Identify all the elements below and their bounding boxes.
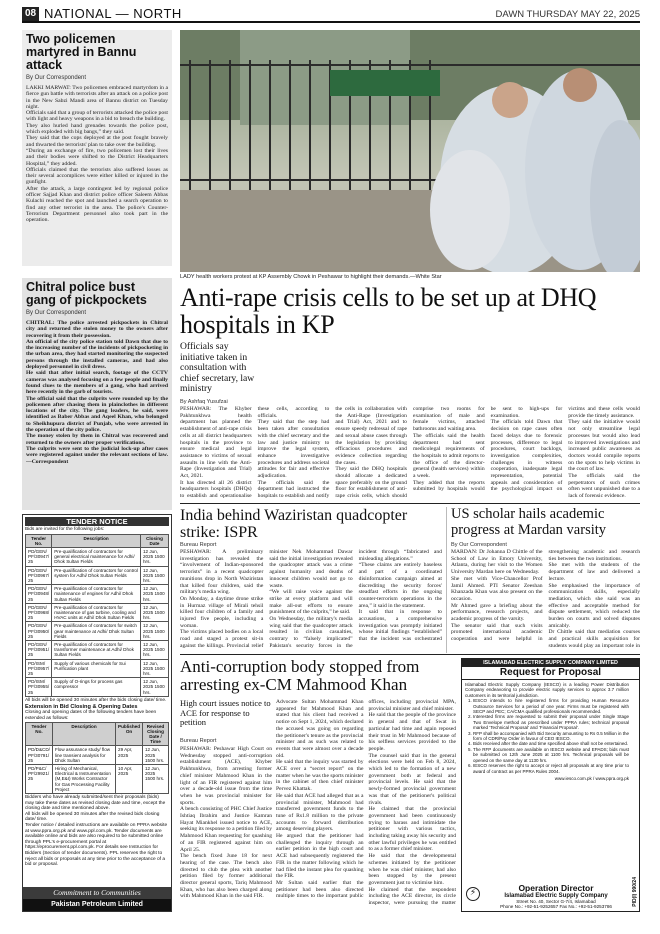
news-photo bbox=[180, 30, 640, 272]
iesco-ad bbox=[461, 658, 640, 912]
headline: Chitral police bust gang of pickpockets bbox=[26, 280, 147, 307]
iesco-title: Request for Proposal bbox=[462, 667, 639, 680]
table-row: PD/ISM/ PF/30957/ 25 Supply of various chemicals for Sui Purification plant 12 Jun, 2025 1500 hrs. bbox=[26, 659, 169, 678]
ace-body-a: PESHAWAR: Peshawar High Court on Wednesday stopped anti-corruption establishment (ACE), Khyber Pakhtunkhwa, from arresting former chief minister Mahmood Khan in the light of an FIR registered against him over a decade-old issue from the time when he was provincial minister for sports. A bench consisting of PHC Chief Justice Ishtiaq Ibrahim and Justice Kamran Hayat Miankhel issued notice to ACE, seeking its response to a petition filed by Mahmood Khan requesting for quashing of an FIR registered against him on April 25. The bench fixed June 18 for next hearing of the case. The bench also directed to club the plea with another petition filed by former additional director general sports, Tariq Mahmood Khan, who has also been charged along with Mahmood Khan in the said FIR. bbox=[180, 746, 272, 900]
story-chitral bbox=[22, 278, 172, 510]
table-row: PD/ISM/ PF/30955/ 25 Supply of O-rings for process gas compressor 12 Jun, 2025 1500 hrs. bbox=[26, 678, 169, 697]
page-header bbox=[22, 6, 640, 23]
byline: By Our Correspondent bbox=[26, 75, 87, 81]
mardan-body: MARDAN: Dr Johanna D Chittle of the School of Law in Emory University, Atlanta, during her visit to the Women University Mardan here on Wednesday. She met with Vice-Chancellor Prof Jamil Ahmed. PTI Senator Zeeshan Khanzada Khan was also present on the occasion. Mr Ahmed gave a briefing about the performance, research projects, and academic progress of the varsity. The senator said that such visits promoted international academic cooperation and were helpful in strengthening academic and research ties between the two institutions. She met with the students of the department of law and delivered a lecture. She emphasised the importance of communication skills, especially mediation, which she said was an effective and acceptable method for dispute settlement, which reduced the burden on courts and solved disputes amicably. Dr Chittle said that mediation courses and practical skills acquisition for students would play an important role in bbox=[451, 549, 640, 649]
table-row: PD/GEN/ PF/30950/ 25 Pre-qualification of contractors for switch gear maintenance at Adhi/ Dhok Sultan Fields 12 Jun, 2025 1500 hrs. bbox=[26, 622, 169, 641]
table-row: PD/GEN/ PF/30968/ 25 Pre-qualification of contractors for maintenance of gas turbine, cooling and HVAC units at Adhi/ Dhok Sultan Fields 12 Jun, 2025 1500 hrs. bbox=[26, 603, 169, 622]
byline: By Our Correspondent bbox=[26, 310, 87, 316]
table-row: PD/GEN/ PF/30947/ 25 Pre-qualification of contractors for general electrical maintenance for Adhi/ Dhok Sultan Fields 12 Jun, 2025 1500 hrs. bbox=[26, 548, 169, 567]
iesco-url[interactable]: www.iesco.com.pk / www.ppra.org.pk bbox=[554, 775, 629, 781]
iesco-logo-icon: ⚡ bbox=[466, 887, 480, 901]
table-row: PD/D&CD/ PF/30791/ 25 Flow assurance study/ flow line transient analysis for Dhok Sultan 29 Apr, 2025 12 Jun, 2025 1500 hrs. bbox=[26, 746, 169, 765]
extension-title: Extension in Bid Closing & Opening Dates bbox=[25, 704, 138, 711]
photo-illustration bbox=[180, 30, 640, 272]
dateline: DAWN THURSDAY MAY 22, 2025 bbox=[495, 9, 640, 20]
divider bbox=[446, 507, 447, 653]
ace-body-b: Advocate Sultan Mohammad Khan appeared for Mahmood Khan and stated that his client had received a notice on Sept 1, 2024, which declared the accused was going on regarding the petitioner's tenure as the provincial minister and as such was related to events that were almost over a decade old. He said that the inquiry was started by ACE over a “secret report” on the matter when he was the sports minister in the cabinet of then chief minister Pervez Khattak. He said that ACE had alleged that as a provincial minister, Mahmood had transferred government funds to the tune of Rs1.8 million to the private accounts to forward distribution among deserving players. He argued that the petitioner had challenged the inquiry through an earlier petition in the high court and ACE had subsequently registered the FIR in the matter following which he had filed the instant plea for quashing the FIR. Mr Sultan said earlier that the petitioner had been also directed multiple times to the important public offices, including provincial MPA, provincial minister and chief minister. He said that the people of the province in general and that of Swat in particular had time and again reposed their trust in Mr Mahmood because of his selfless services provided to the people. The counsel said that in the general elections were held on Feb 8, 2024, which led to the formation of a new government both at federal and provincial levels. He said that the newly-formed provincial government was that of the petitioner's political rivals. He claimed that the provincial government had been continuously trying to harass and intimidate the petitioner with various tactics, including taking away his security and other lawful privileges he was entitled to as a former chief minister. He said that the developmental schemes initiated by the petitioner when he was chief minister, had also been stopped by the present government just to victimise him. He claimed that the respondent including the ACE director, its circle inspector, were pursuing the matter bbox=[276, 699, 456, 907]
table-row: PD/GEN/ PF/30951/ 25 Pre-qualification of contractors for transformer maintenance at Adhi/ Dhok Sultan Fields 12 Jun, 2025 1500 hrs. bbox=[26, 641, 169, 660]
op-director: Operation Director Islamabad Electric Supply Company Street No. 40, Sector G-7/4, Islamabad Phone No.: +92-51-9252657 Fax No.: +92-51-9253786 bbox=[500, 883, 612, 909]
commitment-banner: Commitment to Communities bbox=[23, 887, 171, 899]
mardan-byline: By Our Correspondent bbox=[451, 542, 507, 548]
ace-headline: Anti-corruption body stopped from arresting ex-CM Mahmood Khan bbox=[180, 657, 420, 694]
extension-table: Tender No. Description Published On Revised Closing Date / Time PD/D&CD/ PF/30791/ 25 Flow assurance study/ flow line transient analysis for Dhok Sultan 29 Apr, 2025 12 Jun, 2025 1500 hrs. PD/P&C/ PF/29921/ 25 Hiring of Mechanical, Electrical & Instrumentation (M,E&I) Works Contractor for Gas Processing Facility Project 10 Apr, 2025 12 Jun, 2025 1500 hrs. bbox=[25, 722, 169, 794]
tender-note: Bidders who have already submitted/sent their proposals (bids) may take these dates as revised closing date and time, except the closing date and time mentioned above. bbox=[25, 795, 166, 812]
photo-caption: LADY health workers protest at KP Assembly Chowk in Peshawar to highlight their demands.—White Star bbox=[180, 274, 442, 280]
section-title: NATIONAL — NORTH bbox=[44, 6, 182, 21]
lead-body: PESHAWAR: The Khyber Pakhtunkhwa health department has planned the establishment of anti-rape crisis cells at all district headquarters hospitals in the province to ensure medical and legal assistance to victims of sexual assaults in line with the Anti-Rape (Investigation and Trial) Act, 2021. It has directed all 26 district headquarters hospitals (DHQs) to establish and operationalise these cells, according to officials. They said that the step had been taken after consultation with the chief secretary and the law and justice ministry to improve the legal system, enhance investigative procedures and address societal attitudes for fair and effective adjudication. The officials said the department had instructed the hospitals to establish and notify the cells in collaboration with the Anti-Rape (Investigation and Trial) Act, 2021 and to ensure speedy redressal of rape and sexual abuse cases through the legislation by providing efficacious procedures and evidence collection regarding the cases. They said the DHQ hospitals should allocate a dedicated space preferably on the ground floor for establishment of anti-rape crisis cells, which should comprise two rooms for examination of male and female victims, attached bathrooms and waiting area. The officials said the health department had sent medicolegal requirements of the hospitals to admit reports to the office of the director-general (health services) within a week. They added that the reports submitted by hospitals would be sent to high-ups for examination. The officials told Dawn that decision on rape cases often faced delays due to forensic processes, difference to legal procedures, court backlogs, investigation complexities, challenges in witness cooperation, inadequate legal representation, potential appeals and consideration of the psychological impact on victims and these cells would provide the timely assistance. They said the initiative would not only streamline legal processes but would also lead to improved investigations and increased public awareness as doctors would compile reports on the spots to help victims in the court of law. The officials said the perpetrators of such crimes often went unpunished due to a lack of forensic evidence. bbox=[180, 406, 640, 500]
isp-body: PESHAWAR: A preliminary investigation has revealed the “involvement of Indian-sponsored terrorists” in a recent quadcopter munitions drop in North Waziristan that killed four children, said the military's media wing. On Monday, a daytime drone strike in Hurmaz village of Mirali tehsil killed four children of a family and injured five people, including a woman. The victims placed bodies on a local road and staged a protest sit-in against the killings. Provincial relief minister Nek Mohammad Dawar said the initial investigation revealed the quadcopter attack was a crime against humanity and deaths of innocent children would not go to waste. “We will raise voice against the strike at every platform and will make all-out efforts to ensure punishment of the culprits,” he said. On Wednesday, the military's media wing said that the quadcopter attack resulted in civilian casualties, contrary to “falsely implicated” Pakistan's security forces in the incident through “fabricated and misleading allegations.” “These claims are entirely baseless and part of a coordinated disinformation campaign aimed at discrediting the security forces' steadfast efforts in the ongoing counter-terrorism operations in the area,” it said in the statement. It said that in response to accusations, a comprehensive investigation was promptly initiated whose initial findings “established” that the incident was orchestrated bbox=[180, 549, 442, 649]
tender-note: Tender notice / detailed instructions are available on PPRA website at www.ppra.org.pk and www.ppl.com.pk. Tender documents are available online and bids are also required to be submitted online through PPL's e-procurement portal at https://eprocurement.ppl.com.pk. For details see Instruction for Bidders (Section of tender documents). PPL reserves the right to reject all bids or proposals at any time prior to the acceptance of a bid or proposal. bbox=[25, 823, 168, 868]
story-bannu bbox=[22, 30, 172, 266]
headline: Two policemen martyred in Bannu attack bbox=[26, 32, 137, 72]
tender-note: All bids will be opened 30 minutes after the bids closing date/ time. bbox=[25, 697, 167, 703]
lead-byline: By Ashfaq Yusufzai bbox=[180, 399, 228, 405]
divider bbox=[180, 654, 640, 655]
isp-byline: Bureau Report bbox=[180, 542, 217, 548]
ace-deck: High court issues notice to ACE for response to petition bbox=[180, 698, 271, 727]
iesco-company: ISLAMABAD ELECTRIC SUPPLY COMPANY LIMITED bbox=[462, 659, 639, 667]
lead-deck: Officials say initiative taken in consultation with chief secretary, law ministry bbox=[180, 341, 255, 395]
story-body: CHITRAL: The police arrested pickpockets in Chitral city and returned the stolen money to the owners after recovering it from their possession. An official of the city police station told Dawn that due to the increasing number of the incidents of pickpocketing in the urban area, they had started monitoring the suspected persons through the installed cameras, and had also deployed personnel in civil dress. He said that after initial search, footage of the CCTV cameras was analysed focusing on a few people and finally found clues to the members of a gang, who had arrived here recently in the garb of tourists. The official said that the culprits were rounded up by the policemen after chasing them in plainclothes in different locations of the city. The gang leaders, he said, were identified as Baber Abbas and Aqeel Khan, who belonged to Sheikhupura district of Punjab, who were arrested in the operation of the city police. The money stolen by them in Chitral was recovered and returned to the owners after proper verifications. The culprits were sent to the judicial lock-up after cases were registered against under the relevant sections of law. —Correspondent bbox=[26, 320, 168, 465]
table-row: PD/GEN/ PF/30948/ 25 Pre-qualification of contractors for maintenance of engines for Adhi/ Dhok Sultan Fields 12 Jun, 2025 1500 hrs. bbox=[26, 585, 169, 604]
mardan-headline: US scholar hails academic progress at Mardan varsity bbox=[451, 506, 607, 538]
ace-byline: Bureau Report bbox=[180, 738, 217, 744]
table-row: PD/P&C/ PF/29921/ 25 Hiring of Mechanical, Electrical & Instrumentation (M,E&I) Works Contractor for Gas Processing Facility Project 10 Apr, 2025 12 Jun, 2025 1500 hrs. bbox=[26, 765, 169, 794]
tender-intro: Bids are invited for the following jobs: bbox=[25, 527, 105, 532]
tender-notice bbox=[22, 514, 172, 912]
iesco-ref: PID(I) 990/24 bbox=[632, 877, 638, 907]
divider bbox=[180, 503, 640, 504]
isp-headline: India behind Waziristan quadcopter strike: ISPR bbox=[180, 507, 408, 541]
iesco-intro: Islamabad Electric Supply Company (IESCO) is a leading Power Distribution Company endeavoring to provide electric supply services to approx 3.7 million customers in its territorial jurisdiction. bbox=[465, 682, 629, 698]
tender-note: All bids will be opened 30 minutes after the revised bids closing date/ time. bbox=[25, 811, 160, 823]
tender-title: TENDER NOTICE bbox=[25, 517, 169, 526]
lead-headline: Anti-rape crisis cells to be set up at DHQ hospitals in KP bbox=[180, 283, 597, 339]
company-name: Pakistan Petroleum Limited bbox=[23, 899, 171, 911]
page-number: 08 bbox=[22, 7, 39, 21]
iesco-items: 1. IESCO intends to hire registered firms for providing Human Resource Outsource Services for a period of one year. Firms must be registered with SECP and PEC; CA/CMA qualified professionals recommended. 2. Interested firms are requested to submit their proposal under Single Stage Two Envelope method as prescribed under PPRA rules; technical proposal marked ‘Technical Proposal’ and ‘Financial Proposal’. 3. RFP shall be accompanied with Bid Security amounting to Rs 0.5 Million in the form of CDR/Pay Order in favour of CEO IESCO. 4. Bids received after the date and time specified above shall not be entertained. 5. The RFP documents are available on IESCO website and EPADS; bids must be submitted on 12th June 2025 at 1100 hrs. Technical proposals will be opened on the same day at 1130 hrs. 6. IESCO reserves the right to accept or reject all proposals at any time prior to award of contract as per PPRA Rules 2004. bbox=[465, 698, 629, 774]
extension-intro: Closing and opening dates of the following tenders have been extended as follows: bbox=[25, 710, 157, 722]
table-row: PD/GEN/ PF/30967/ 25 Pre-qualification of contractors for control system for Adhi/ Dhok Sultan Fields 12 Jun, 2025 1500 hrs. bbox=[26, 566, 169, 585]
tender-table: Tender No. Description Closing Date PD/GEN/ PF/30947/ 25 Pre-qualification of contractors for general electrical maintenance for Adhi/ Dhok Sultan Fields 12 Jun, 2025 1500 hrs. PD/GEN/ PF/30967/ 25 Pre-qualification of contractors for control system for Adhi/ Dhok Sultan Fields 12 Jun, 2025 1500 hrs. PD/GEN/ PF/30948/ 25 Pre-qualification of contractors for maintenance of engines for Adhi/ Dhok Sultan Fields 12 Jun, 2025 1500 hrs. PD/GEN/ PF/30968/ 25 Pre-qualification of contractors for maintenance of gas turbine, cooling and HVAC units at Adhi/ Dhok Sultan Fields 12 Jun, 2025 1500 hrs. PD/GEN/ PF/30950/ 25 Pre-qualification of contractors for switch gear maintenance at Adhi/ Dhok Sultan Fields 12 Jun, 2025 1500 hrs. PD/GEN/ PF/30951/ 25 Pre-qualification of contractors for transformer maintenance at Adhi/ Dhok Sultan Fields 12 Jun, 2025 1500 hrs. PD/ISM/ PF/30957/ 25 Supply of various chemicals for Sui Purification plant 12 Jun, 2025 1500 hrs. PD/ISM/ PF/30955/ 25 Supply of O-rings for process gas compressor 12 Jun, 2025 1500 hrs. bbox=[25, 534, 169, 697]
story-body: LAKKI MARWAT: Two policemen embraced martyrdom in a fierce gun battle with terrorists after an attack on a police post in the New Sabzi Mandi area of Bannu district on Tuesday night. Officials said that a group of terrorists attacked the police post with light and heavy weapons in a bid to breach the building. They also hurled hand grenades towards the police post, which exploded with big bangs,” they said. They said that the cops deployed at the post fought bravely and thwarted the terrorists' plan to take over the building. “During an exchange of fire, two policemen lost their lives and their bodies were shifted to the District Headquarters Hospital,” they added. Officials claimed that the terrorists also suffered losses as their several accomplices were either killed or injured in the gunfight. After the attack, a large contingent led by regional police officer Sajjad Khan and district police officer Saleem Abbas Kulachi reached the spot and launched a search operation to find any other terrorist in the area. The police's Counter-Terrorism Department personnel also took part in the operation. bbox=[26, 85, 168, 224]
